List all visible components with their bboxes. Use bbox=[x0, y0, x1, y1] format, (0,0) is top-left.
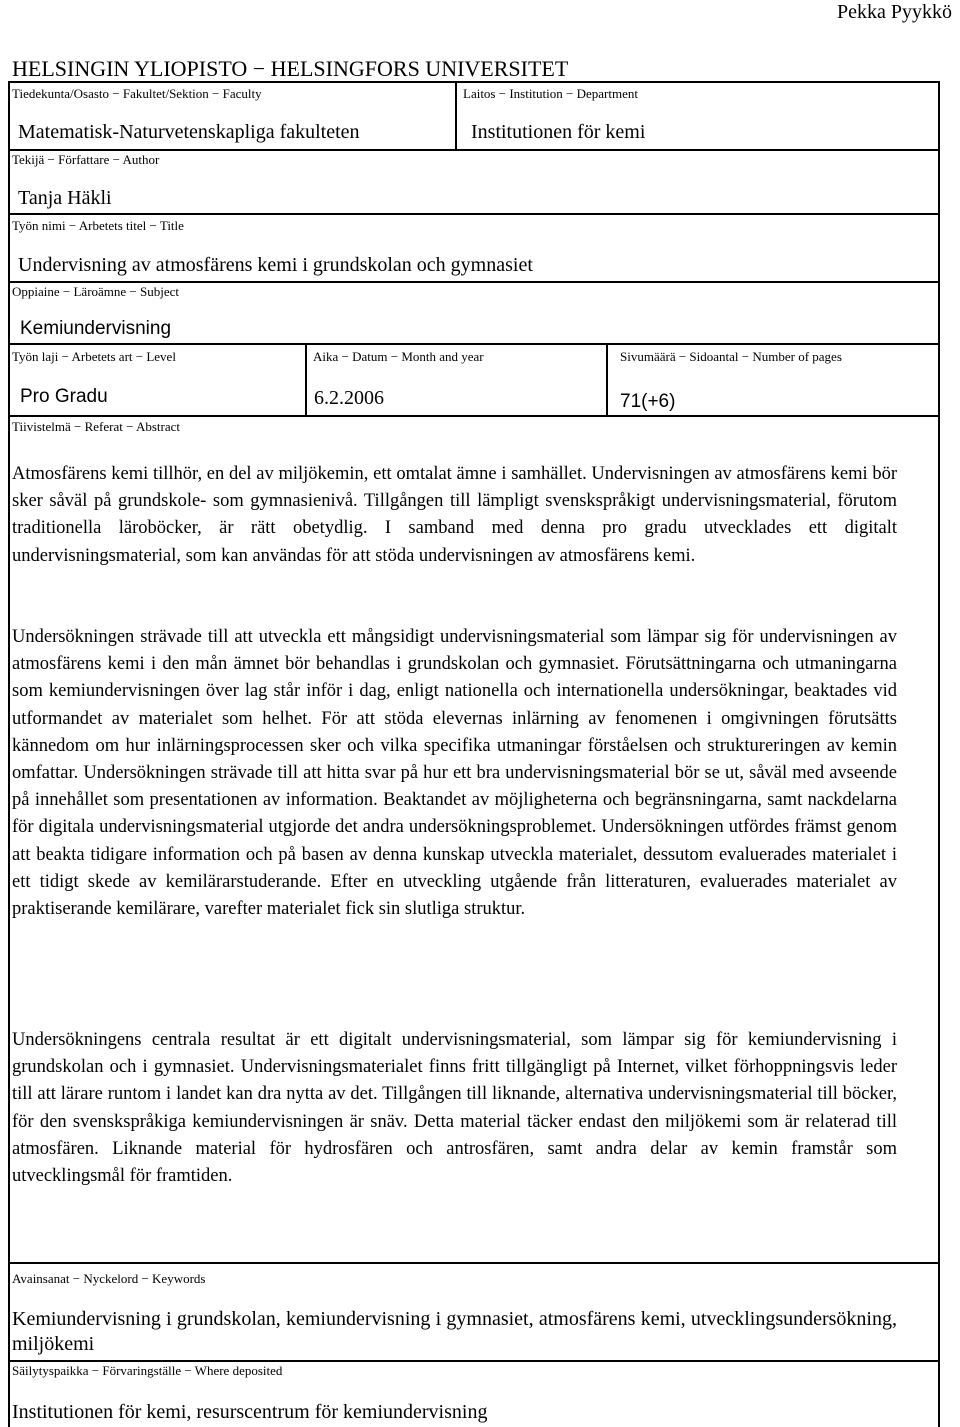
date-label: Aika − Datum − Month and year bbox=[313, 349, 484, 364]
deposited-value: Institutionen för kemi, resurscentrum för kemiundervisning bbox=[12, 1401, 488, 1423]
author-value: Tanja Häkli bbox=[18, 187, 112, 209]
keywords-value: Kemiundervisning i grundskolan, kemiundervisning i gymnasiet, atmosfärens kemi, utvecklingsundersökning, miljökemi bbox=[12, 1308, 897, 1355]
pages-label: Sivumäärä − Sidoantal − Number of pages bbox=[620, 349, 842, 364]
university-name: HELSINGIN YLIOPISTO − HELSINGFORS UNIVERSITET bbox=[12, 56, 569, 81]
department-label: Laitos − Institution − Department bbox=[463, 86, 638, 101]
page-header-author: Pekka Pyykkö bbox=[837, 1, 952, 23]
subject-value: Kemiundervisning bbox=[20, 318, 172, 339]
abstract-paragraph-3: Undersökningens centrala resultat är ett digitalt undervisningsmaterial, som lämpar sig för kemiundervisning i grundskolan och i gymnasiet. Undervisningsmaterialet finns fritt tillgängligt på Internet, vilket förhoppningsvis leder till att lärare runtom i landet kan dra nytta av det. Tillgången till liknande, alternativa undervisningsmaterial till böcker, för den svenskspråkiga kemiundervisningen är snäv. Detta material täcker endast den miljökemi som är relaterad till atmosfären. Liknande material för hydrosfären och antrosfären, samt andra delar av kemin framstår som utvecklingsmål för framtiden. bbox=[12, 1030, 897, 1187]
author-label: Tekijä − Författare − Author bbox=[12, 152, 160, 167]
abstract-paragraph-2: Undersökningen strävade till att utveckla ett mångsidigt undervisningsmaterial som lämpar sig för undervisningen av atmosfärens kemi i den mån ämnet bör behandlas i grundskolan och gymnasiet. Förutsättningarna och utmaningarna som kemiundervisningen över lag står inför i dag, enligt nationella och internationella undersökningar, beaktades vid utformandet av materialet som helhet. För att stöda elevernas inlärning av fenomenen i omgivningen förutsätts kännedom om hur inlärningsprocessen sker och vilka specifika utmaningar förståelsen och struktureringen av kemin omfattar. Undersökningen strävade till att hitta svar på hur ett bra undervisningsmaterial bör se ut, såväl med avseende på innehållet som presentationen av information. Beaktandet av möjligheterna och begränsningarna, samt nackdelarna för digitala undervisningsmaterial utgjorde det andra undersökningsproblemet. Undersökningen utfördes främst genom att beakta tidigare information och på basen av denna kunskap utveckla materialet, dessutom evaluerades materialet i ett tidigt skede av kemilärarstuderande. Efter en utveckling utgående från litteraturen, evaluerades materialet av praktiserande kemilärare, varefter materialet fick sin slutliga struktur. bbox=[12, 627, 897, 920]
thesis-title: Undervisning av atmosfärens kemi i grundskolan och gymnasiet bbox=[18, 254, 533, 276]
date-value: 6.2.2006 bbox=[314, 387, 384, 409]
faculty-value: Matematisk-Naturvetenskapliga fakulteten bbox=[18, 121, 360, 143]
abstract-label: Tiivistelmä − Referat − Abstract bbox=[12, 419, 180, 434]
abstract-paragraph-1: Atmosfärens kemi tillhör, en del av miljökemin, ett omtalat ämne i samhället. Undervisningen av atmosfärens kemi bör sker såväl på grundskole- som gymnasienivå. Tillgången till lämpligt svenskspråkigt undervisningsmaterial, förutom traditionella läroböcker, är rätt obetydlig. I samband med denna pro gradu utvecklades ett digitalt undervisningsmaterial, som kan användas för att stöda undervisningen av atmosfärens kemi. bbox=[12, 464, 897, 566]
level-label: Työn laji − Arbetets art − Level bbox=[12, 349, 176, 364]
pages-value: 71(+6) bbox=[620, 391, 676, 412]
keywords-label: Avainsanat − Nyckelord − Keywords bbox=[12, 1271, 206, 1286]
title-label: Työn nimi − Arbetets titel − Title bbox=[12, 218, 184, 233]
faculty-label: Tiedekunta/Osasto − Fakultet/Sektion − Faculty bbox=[12, 86, 262, 101]
deposited-label: Säilytyspaikka − Förvaringställe − Where deposited bbox=[12, 1363, 283, 1378]
subject-label: Oppiaine − Läroämne − Subject bbox=[12, 284, 180, 299]
level-value: Pro Gradu bbox=[20, 386, 108, 407]
department-value: Institutionen för kemi bbox=[471, 121, 646, 143]
